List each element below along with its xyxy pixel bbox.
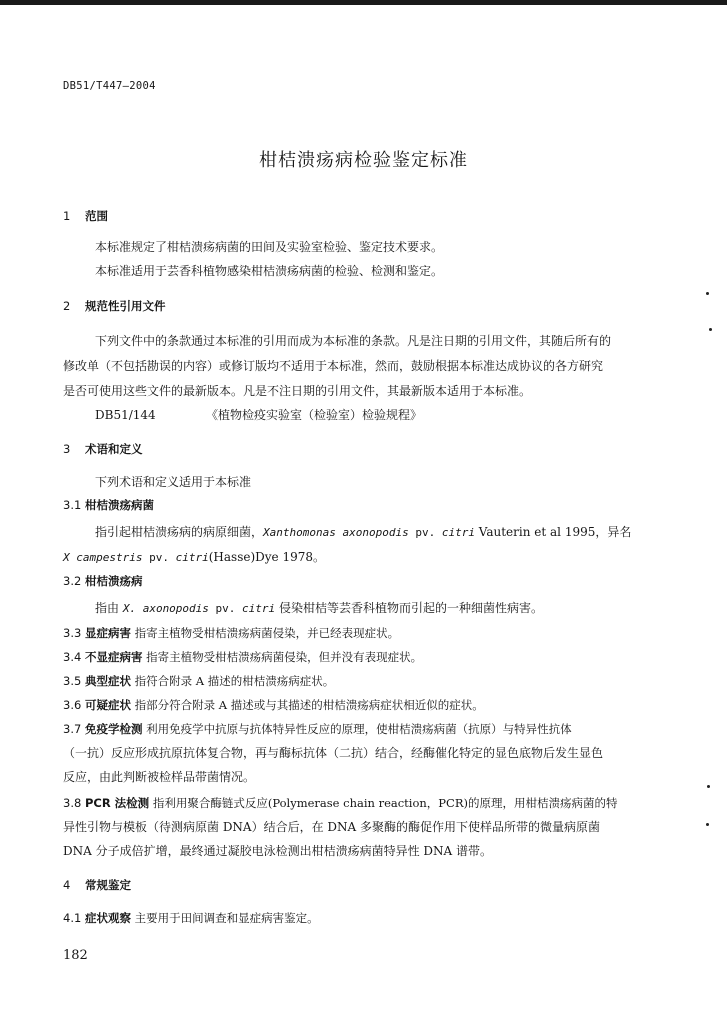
term-title: 显症病害	[84, 626, 131, 640]
term-title: PCR 法检测	[84, 796, 150, 810]
section-4-heading	[63, 877, 131, 893]
term-definition: 指部分符合附录 A 描述或与其描述的柑桔溃疡病症状相近似的症状。	[134, 698, 484, 712]
term-4-1	[63, 907, 319, 929]
term-title: 症状观察	[84, 911, 131, 925]
text: pv.	[208, 602, 243, 615]
term-3-7-line-2: （一抗）反应形成抗原抗体复合物，再与酶标抗体（二抗）结合，经酶催化特定的显色底物后发生显色	[63, 746, 604, 760]
pathovar-name: citri	[175, 551, 209, 564]
reference-code: DB51/144	[95, 408, 156, 422]
pathovar-name: citri	[242, 602, 276, 615]
term-title: 免疫学检测	[84, 722, 143, 736]
text: Vauterin et al 1995，异名	[474, 525, 632, 539]
scan-speck	[706, 292, 709, 295]
paragraph: 本标准规定了柑桔溃疡病菌的田间及实验室检验、鉴定技术要求。	[95, 240, 444, 254]
term-3-7-line-1	[63, 718, 572, 740]
term-title: 典型症状	[84, 674, 131, 688]
term-3-1-line-1	[95, 521, 631, 544]
section-number: 3	[63, 442, 71, 456]
term-definition: 利用免疫学中抗原与抗体特异性反应的原理，使柑桔溃疡病菌（抗原）与特异性抗体	[146, 722, 572, 736]
section-title: 规范性引用文件	[85, 299, 166, 313]
term-title: 可疑症状	[84, 698, 131, 712]
scan-speck	[707, 785, 710, 788]
term-definition: 指寄主植物受柑桔溃疡病菌侵染，并已经表现症状。	[134, 626, 400, 640]
section-3-heading	[63, 441, 143, 457]
section-title: 范围	[85, 209, 108, 223]
term-3-2-heading	[63, 573, 142, 589]
term-3-5	[63, 670, 334, 692]
term-title: 柑桔溃疡病	[84, 574, 143, 588]
term-number: 3.1	[63, 498, 82, 512]
term-3-8-line-3: DNA 分子成倍扩增，最终通过凝胶电泳检测出柑桔溃疡病菌特异性 DNA 谱带。	[63, 844, 493, 858]
paragraph: 下列术语和定义适用于本标准	[95, 475, 252, 489]
term-3-6	[63, 694, 484, 716]
text: (Hasse)Dye 1978。	[208, 550, 325, 564]
term-3-3	[63, 622, 399, 644]
term-3-1-line-2	[63, 546, 325, 569]
term-definition: 主要用于田间调查和显症病害鉴定。	[134, 911, 319, 925]
paragraph-line: 是否可使用这些文件的最新版本。凡是不注日期的引用文件，其最新版本适用于本标准。	[63, 384, 532, 398]
term-3-4	[63, 646, 422, 668]
text: 侵染柑桔等芸香科植物而引起的一种细菌性病害。	[275, 601, 543, 615]
section-number: 2	[63, 299, 71, 313]
paragraph-line: 修改单（不包括勘误的内容）或修订版均不适用于本标准，然而，鼓励根据本标准达成协议的各方研究	[63, 359, 604, 373]
term-number: 3.5	[63, 674, 82, 688]
term-number: 3.3	[63, 626, 82, 640]
text: 指由	[95, 601, 123, 615]
species-name: X campestris	[63, 551, 143, 564]
top-edge-line	[0, 0, 727, 5]
term-title: 不显症病害	[84, 650, 143, 664]
section-2-heading	[63, 298, 166, 314]
term-number: 3.7	[63, 722, 82, 736]
term-title: 柑桔溃疡病菌	[84, 498, 154, 512]
paragraph: 本标准适用于芸香科植物感染柑桔溃疡病菌的检验、检测和鉴定。	[95, 264, 444, 278]
term-3-8-line-2: 异性引物与模板（待测病原菌 DNA）结合后，在 DNA 多聚酶的酶促作用下使样品所带的微量病原菌	[63, 820, 601, 834]
term-3-2-line	[95, 597, 543, 620]
species-name: X. axonopodis	[122, 602, 209, 615]
pathovar-name: citri	[441, 526, 475, 539]
term-definition: 指利用聚合酶链式反应(Polymerase chain reaction，PCR)的原理，用柑桔溃疡病菌的特	[152, 796, 618, 810]
standard-code: DB51/T447—2004	[63, 80, 156, 92]
term-3-7-line-3: 反应，由此判断被检样品带菌情况。	[63, 770, 256, 784]
page-number: 182	[63, 948, 88, 963]
term-number: 3.8	[63, 796, 82, 810]
reference-title: 《植物检疫实验室（检验室）检验规程》	[206, 408, 423, 422]
section-title: 常规鉴定	[85, 878, 131, 892]
species-name: Xanthomonas axonopodis	[263, 526, 409, 539]
term-3-1-heading	[63, 497, 154, 513]
term-number: 3.4	[63, 650, 82, 664]
section-number: 1	[63, 209, 71, 223]
term-number: 3.2	[63, 574, 82, 588]
term-3-8-line-1	[63, 792, 617, 814]
term-number: 4.1	[63, 911, 82, 925]
term-definition: 指寄主植物受柑桔溃疡病菌侵染，但并没有表现症状。	[146, 650, 423, 664]
section-title: 术语和定义	[85, 442, 143, 456]
term-definition: 指符合附录 A 描述的柑桔溃疡病症状。	[134, 674, 335, 688]
text: 指引起柑桔溃疡病的病原细菌，	[95, 525, 264, 539]
section-number: 4	[63, 878, 71, 892]
text: pv.	[408, 526, 442, 539]
scan-speck	[706, 823, 709, 826]
scan-speck	[709, 328, 712, 331]
text: pv.	[142, 551, 176, 564]
term-number: 3.6	[63, 698, 82, 712]
page-title: 柑桔溃疡病检验鉴定标准	[259, 150, 468, 171]
paragraph-line: 下列文件中的条款通过本标准的引用而成为本标准的条款。凡是注日期的引用文件，其随后所有的	[95, 334, 612, 348]
section-1-heading	[63, 208, 108, 224]
